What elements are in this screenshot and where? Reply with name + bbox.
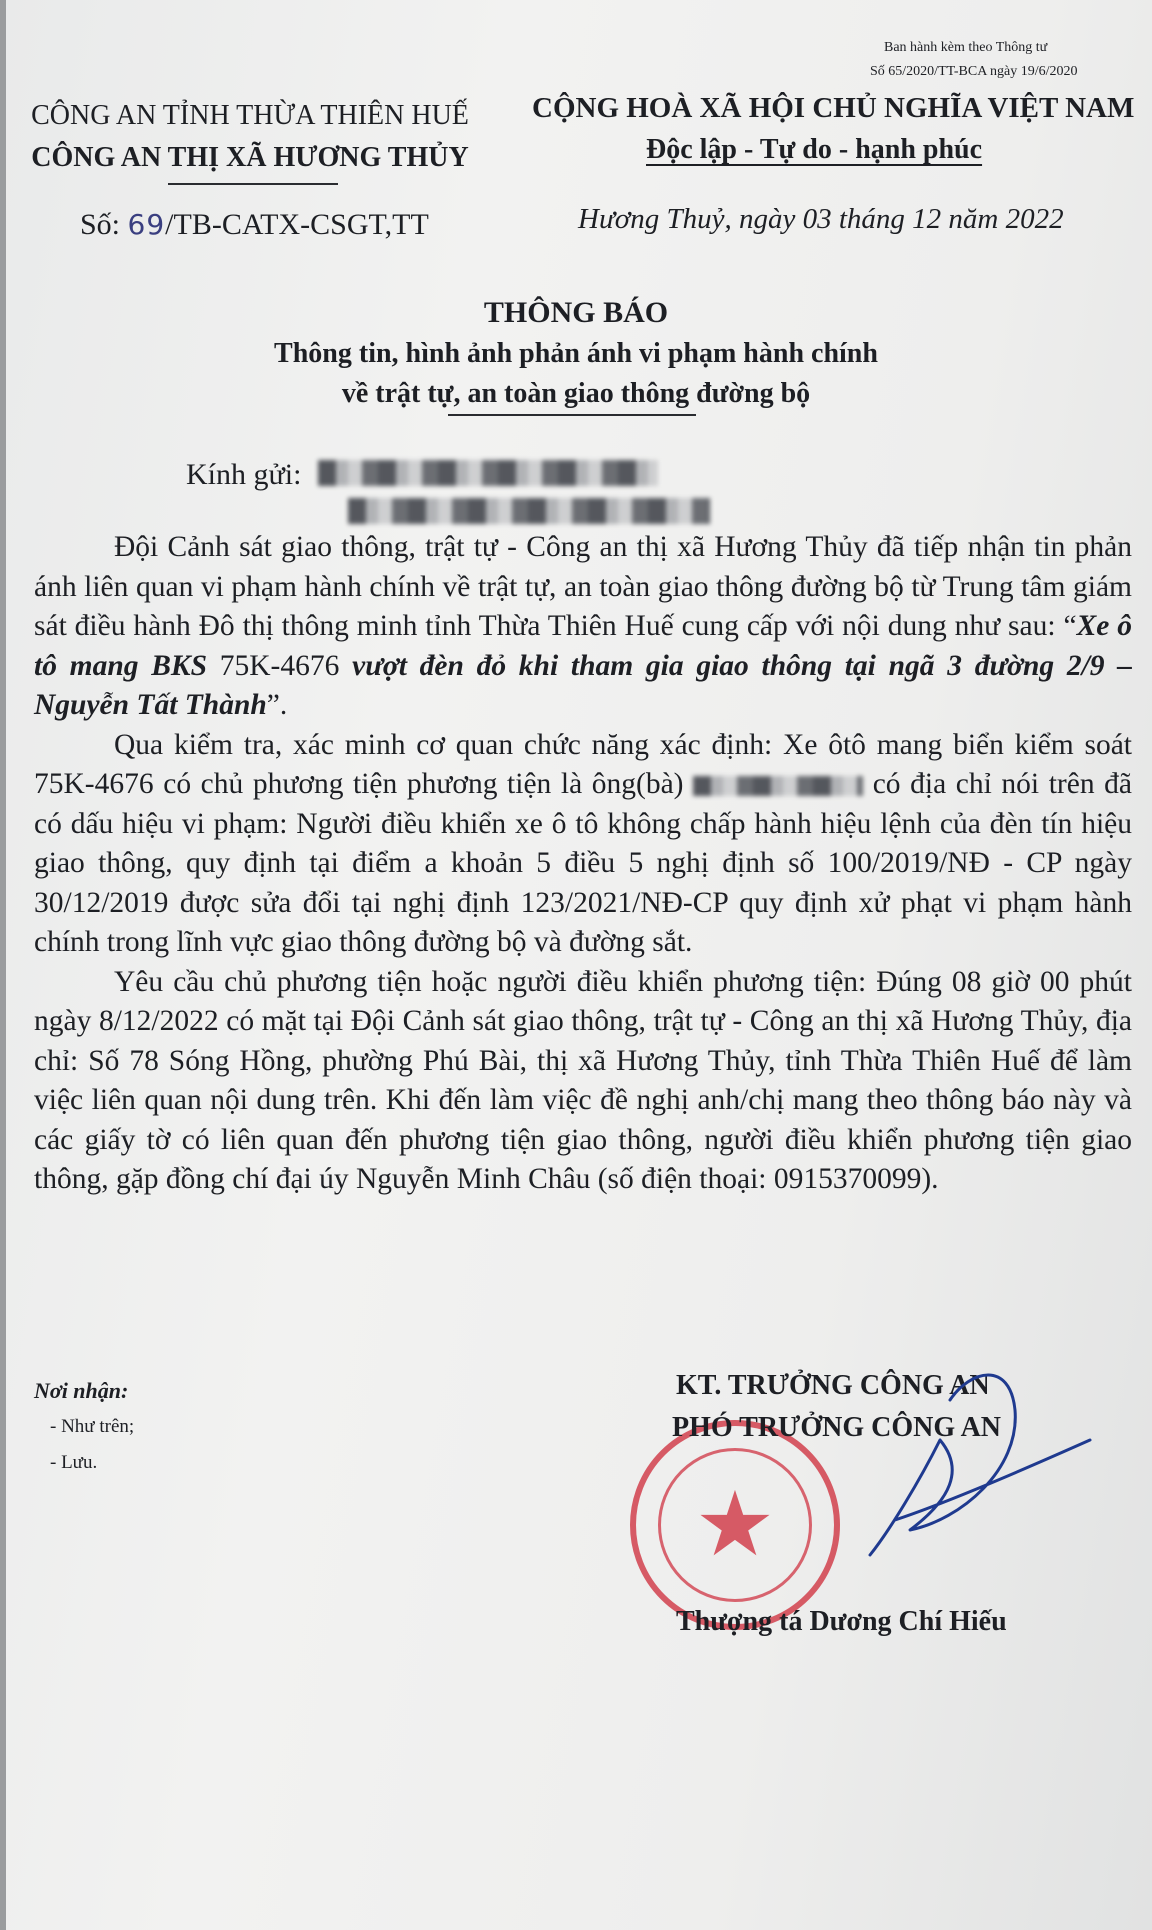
recipients-item-1: - Như trên; <box>50 1416 135 1437</box>
recipient-label: Kính gửi: <box>186 458 302 491</box>
document-subtitle-2: về trật tự, an toàn giao thông đường bộ <box>341 378 811 409</box>
recipient-redacted-line1 <box>318 460 658 486</box>
agency-underline <box>168 183 338 185</box>
p1-plate: 75K-4676 <box>219 649 340 682</box>
body-paragraph-1 <box>34 528 1132 726</box>
agency-name: CÔNG AN THỊ XÃ HƯƠNG THỦY <box>31 142 469 173</box>
handwritten-signature <box>800 1330 1100 1590</box>
form-note-line2: Số 65/2020/TT-BCA ngày 19/6/2020 <box>870 64 1078 79</box>
agency-parent: CÔNG AN TỈNH THỪA THIÊN HUẾ <box>31 100 469 131</box>
subtitle-underline <box>448 414 696 416</box>
nation-name: CỘNG HOÀ XÃ HỘI CHỦ NGHĨA VIỆT NAM <box>532 92 1135 124</box>
p2-text-b: có địa chỉ nói trên đã có dấu hiệu vi phạm: Người điều khiển xe ô tô không chấp hành hiệu lệnh của đèn tín hiệu giao thông, quy định tại điểm a khoản 5 điều 5 nghị định số 100/2019/NĐ - CP ngày 30/12/2019 được sửa đổi tại nghị định 123/2021/NĐ-CP quy định xử phạt vi phạm hành chính trong lĩnh vực giao thông đường bộ và đường sắt. <box>34 768 1133 958</box>
recipient-redacted-line2 <box>348 498 710 524</box>
document-body <box>34 528 1132 1200</box>
p3-text: Yêu cầu chủ phương tiện hoặc người điều khiển phương tiện: Đúng 08 giờ 00 phút ngày 8/12/2022 có mặt tại Đội Cảnh sát giao thông, trật tự - Công an thị xã Hương Thủy, địa chỉ: Số 78 Sóng Hồng, phường Phú Bài, thị xã Hương Thủy, tỉnh Thừa Thiên Huế để làm việc liên quan nội dung trên. Khi đến làm việc đề nghị anh/chị mang theo thông báo này và các giấy tờ có liên quan đến phương tiện giao thông, người điều khiển phương tiện giao thông, gặp đồng chí đại úy Nguyễn Minh Châu (số điện thoại: 0915370099). <box>34 965 1132 1195</box>
number-prefix: Số: <box>80 208 121 241</box>
motto <box>646 134 982 166</box>
p1-quote-a: Xe ô tô mang BKS <box>34 610 1132 682</box>
recipients-label: Nơi nhận: <box>34 1378 129 1403</box>
p2-text-a: Qua kiểm tra, xác minh cơ quan chức năng xác định: Xe ôtô mang biển kiểm soát 75K-4676 có chủ phương tiện phương tiện là ông(bà) <box>34 728 1132 800</box>
p1-text: Đội Cảnh sát giao thông, trật tự - Công an thị xã Hương Thủy đã tiếp nhận tin phản ánh liên quan vi phạm hành chính về trật tự, an toàn giao thông đường bộ từ Trung tâm giám sát điều hành Đô thị thông minh tỉnh Thừa Thiên Huế cung cấp với nội dung như sau: “ <box>34 531 1132 642</box>
motto-text: Độc lập - Tự do - hạnh phúc <box>646 134 983 165</box>
p1-quote-b: vượt đèn đỏ khi tham gia giao thông tại ngã 3 đường 2/9 – Nguyễn Tất Thành <box>34 649 1132 721</box>
body-paragraph-2 <box>34 726 1132 963</box>
recipients-item-2: - Lưu. <box>50 1452 98 1473</box>
form-note-line1: Ban hành kèm theo Thông tư <box>884 40 1048 55</box>
signer-name: Thượng tá Dương Chí Hiếu <box>676 1606 1007 1637</box>
document-subtitle-1: Thông tin, hình ảnh phản ánh vi phạm hành chính <box>274 338 878 369</box>
document-number <box>80 208 429 242</box>
owner-redacted <box>693 776 863 796</box>
place-date: Hương Thuỷ, ngày 03 tháng 12 năm 2022 <box>578 203 1064 235</box>
document-title: THÔNG BÁO <box>483 296 669 329</box>
body-paragraph-3 <box>34 963 1132 1200</box>
signature-line-1: KT. TRƯỞNG CÔNG AN <box>676 1370 990 1401</box>
star-icon: ★ <box>694 1472 776 1577</box>
number-suffix: /TB-CATX-CSGT,TT <box>165 208 429 241</box>
signature-line-2: PHÓ TRƯỞNG CÔNG AN <box>672 1412 1002 1443</box>
p1-end: ”. <box>266 689 288 721</box>
page-edge <box>0 0 6 1930</box>
number-handwritten: 69 <box>127 208 166 241</box>
